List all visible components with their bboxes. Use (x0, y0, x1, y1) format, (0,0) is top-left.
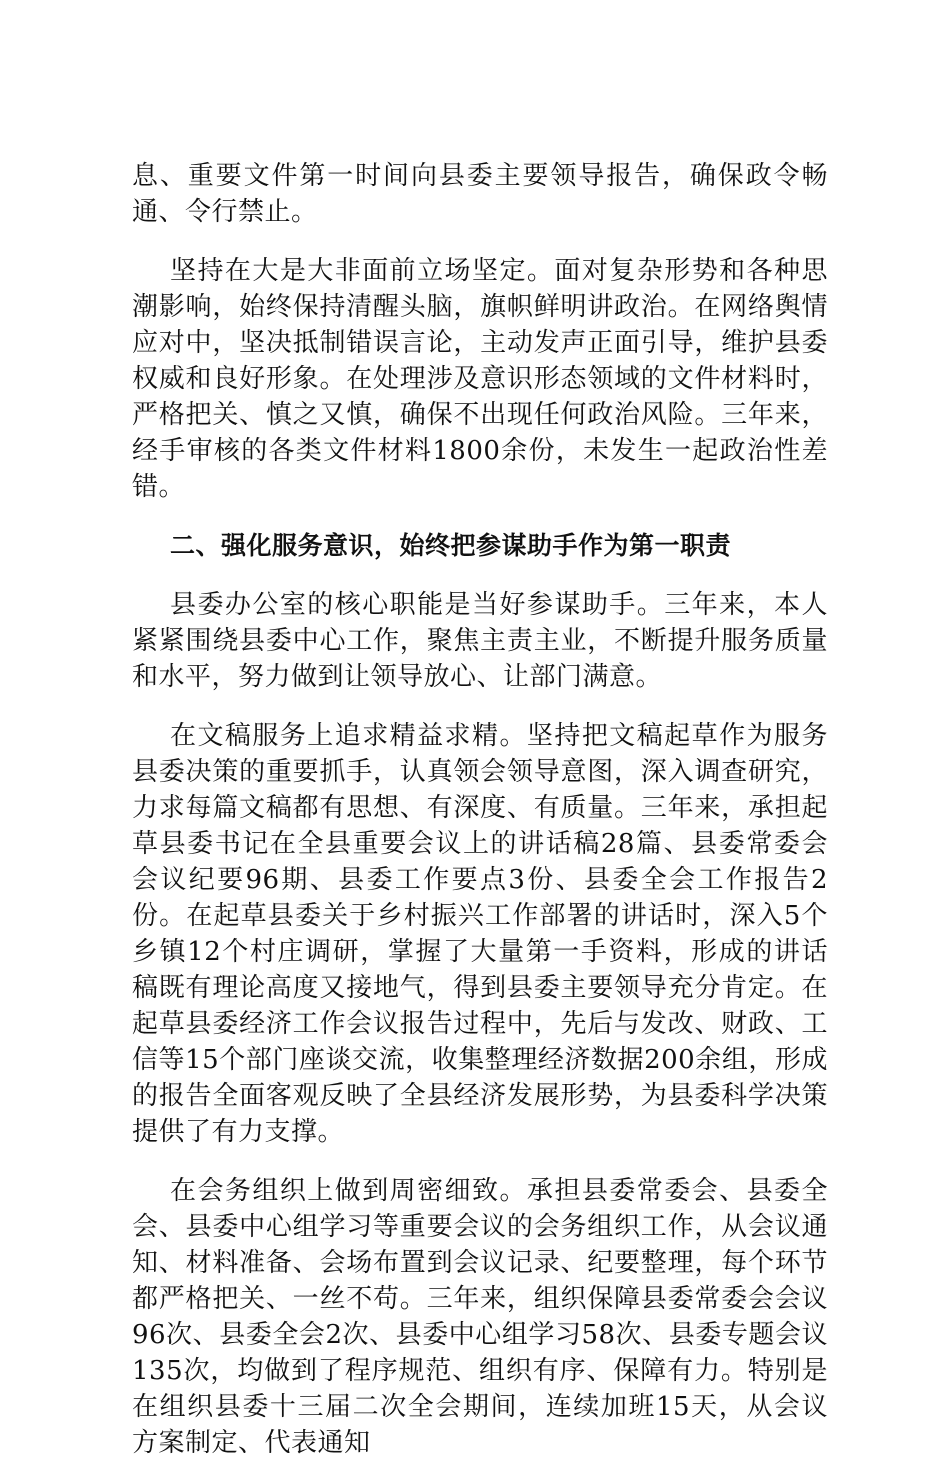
paragraph-meeting-organization: 在会务组织上做到周密细致。承担县委常委会、县委全会、县委中心组学习等重要会议的会务组织工作，从会议通知、材料准备、会场布置到会议记录、纪要整理，每个环节都严格把关、一丝不苟。三年来，组织保障县委常委会会议96次、县委全会2次、县委中心组学习58次、县委专题会议135次，均做到了程序规范、组织有序、保障有力。特别是在组织县委十三届二次全会期间，连续加班15天，从会议方案制定、代表通知 (132, 1176, 828, 1458)
document-page (132, 158, 828, 1484)
paragraph-continuation: 息、重要文件第一时间向县委主要领导报告，确保政令畅通、令行禁止。 (132, 161, 828, 227)
section-heading-2: 二、强化服务意识，始终把参谋助手作为第一职责 (170, 531, 732, 560)
paragraph-political-stance: 坚持在大是大非面前立场坚定。面对复杂形势和各种思潮影响，始终保持清醒头脑，旗帜鲜明讲政治。在网络舆情应对中，坚决抵制错误言论，主动发声正面引导，维护县委权威和良好形象。在处理涉及意识形态领域的文件材料时，严格把关、慎之又慎，确保不出现任何政治风险。三年来，经手审核的各类文件材料1800余份，未发生一起政治性差错。 (132, 256, 828, 502)
paragraph-drafting-service: 在文稿服务上追求精益求精。坚持把文稿起草作为服务县委决策的重要抓手，认真领会领导意图，深入调查研究，力求每篇文稿都有思想、有深度、有质量。三年来，承担起草县委书记在全县重要会议上的讲话稿28篇、县委常委会会议纪要96期、县委工作要点3份、县委全会工作报告2份。在起草县委关于乡村振兴工作部署的讲话时，深入5个乡镇12个村庄调研，掌握了大量第一手资料，形成的讲话稿既有理论高度又接地气，得到县委主要领导充分肯定。在起草县委经济工作会议报告过程中，先后与发改、财政、工信等15个部门座谈交流，收集整理经济数据200余组，形成的报告全面客观反映了全县经济发展形势，为县委科学决策提供了有力支撑。 (132, 721, 828, 1147)
paragraph-core-function: 县委办公室的核心职能是当好参谋助手。三年来，本人紧紧围绕县委中心工作，聚焦主责主业，不断提升服务质量和水平，努力做到让领导放心、让部门满意。 (132, 590, 828, 692)
